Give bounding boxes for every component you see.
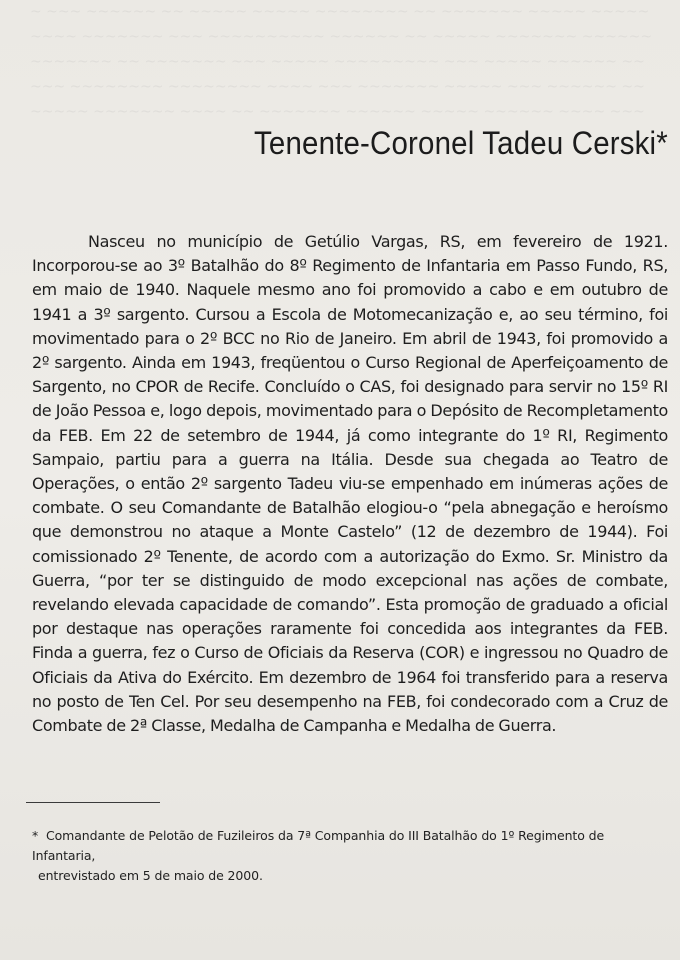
- footnote-divider: [26, 802, 160, 803]
- biography-text: Nasceu no município de Getúlio Vargas, RS, em fevereiro de 1921. Incorporou-se ao 3º Batalhão do 8º Regimento de Infantaria em Passo Fundo, RS, em maio de 1940. Naquele mesmo ano foi promovido a cabo e em outubro de 1941 a 3º sargento. Cursou a Escola de Motomecanização e, ao seu término, foi movimentado para o 2º BCC no Rio de Janeiro. Em abril de 1943, foi promovido a 2º sargento. Ainda em 1943, freqüentou o Curso Regional de Aperfeiçoamento de Sargento, no CPOR de Recife. Concluído o CAS, foi designado para servir no 15º RI de João Pessoa e, logo depois, movimentado para o Depósito de Recompletamento da FEB. Em 22 de setembro de 1944, já como integrante do 1º RI, Regimento Sampaio, partiu para a guerra na Itália. Desde sua chegada ao Teatro de Operações, o então 2º sargento Tadeu viu-se empenhado em inúmeras ações de combate. O seu Comandante de Batalhão elogiou-o “pela abnegação e heroísmo que demonstrou no ataque a Monte Castelo” (12 de dezembro de 1944). Foi comissionado 2º Tenente, de acordo com a autorização do Exmo. Sr. Ministro da Guerra, “por ter se distinguido de modo excepcional nas ações de combate, revelando elevada capacidade de comando”. Esta promoção de graduado a oficial por destaque nas operações raramente foi concedida aos integrantes da FEB. Finda a guerra, fez o Curso de Oficiais da Reserva (COR) e ingressou no Quadro de Oficiais da Ativa do Exército. Em dezembro de 1964 foi transferido para a reserva no posto de Ten Cel. Por seu desempenho na FEB, foi condecorado com a Cruz de Combate de 2ª Classe, Medalha de Campanha e Medalha de Guerra.: [32, 232, 668, 736]
- footnote-line-1: Comandante de Pelotão de Fuzileiros da 7ª Companhia do III Batalhão do 1º Regimento de Infantaria,: [32, 828, 605, 863]
- footnote-marker: *: [32, 828, 39, 843]
- footnote-line-2: entrevistado em 5 de maio de 2000.: [38, 868, 263, 883]
- show-through-texture: ~ ~~~ ~~~~~~ ~~ ~~~~~ ~~~~~ ~~~~~~~~ ~~ ~~~~~~~ ~~~~~ ~~~~~ ~~~~ ~~~~~~~ ~~~ ~~~~~~~~~~ ~~~~~~ ~~ ~~~~~ ~~~~~~~ ~~~~~~ ~~~~~~~ ~~ ~~~~~~~ ~~~ ~~~~~ ~~~~~~~~~ ~~~ ~~~~~ ~~~~~~ ~~ ~~~ ~~~~~~~~ ~~~~~~~~ ~~~~ ~~~ ~~~~~~~ ~~~~~ ~~~ ~~~~~~ ~~ ~~~~~ ~~~~~~~ ~~~~ ~~ ~~~~~~~ ~~~~~~ ~~~~~ ~~~~~~ ~~~~ ~~~: [30, 4, 653, 120]
- page-title: Tenente-Coronel Tadeu Cerski*: [254, 125, 668, 161]
- biography-paragraph: [32, 230, 668, 738]
- footnote: [32, 826, 668, 886]
